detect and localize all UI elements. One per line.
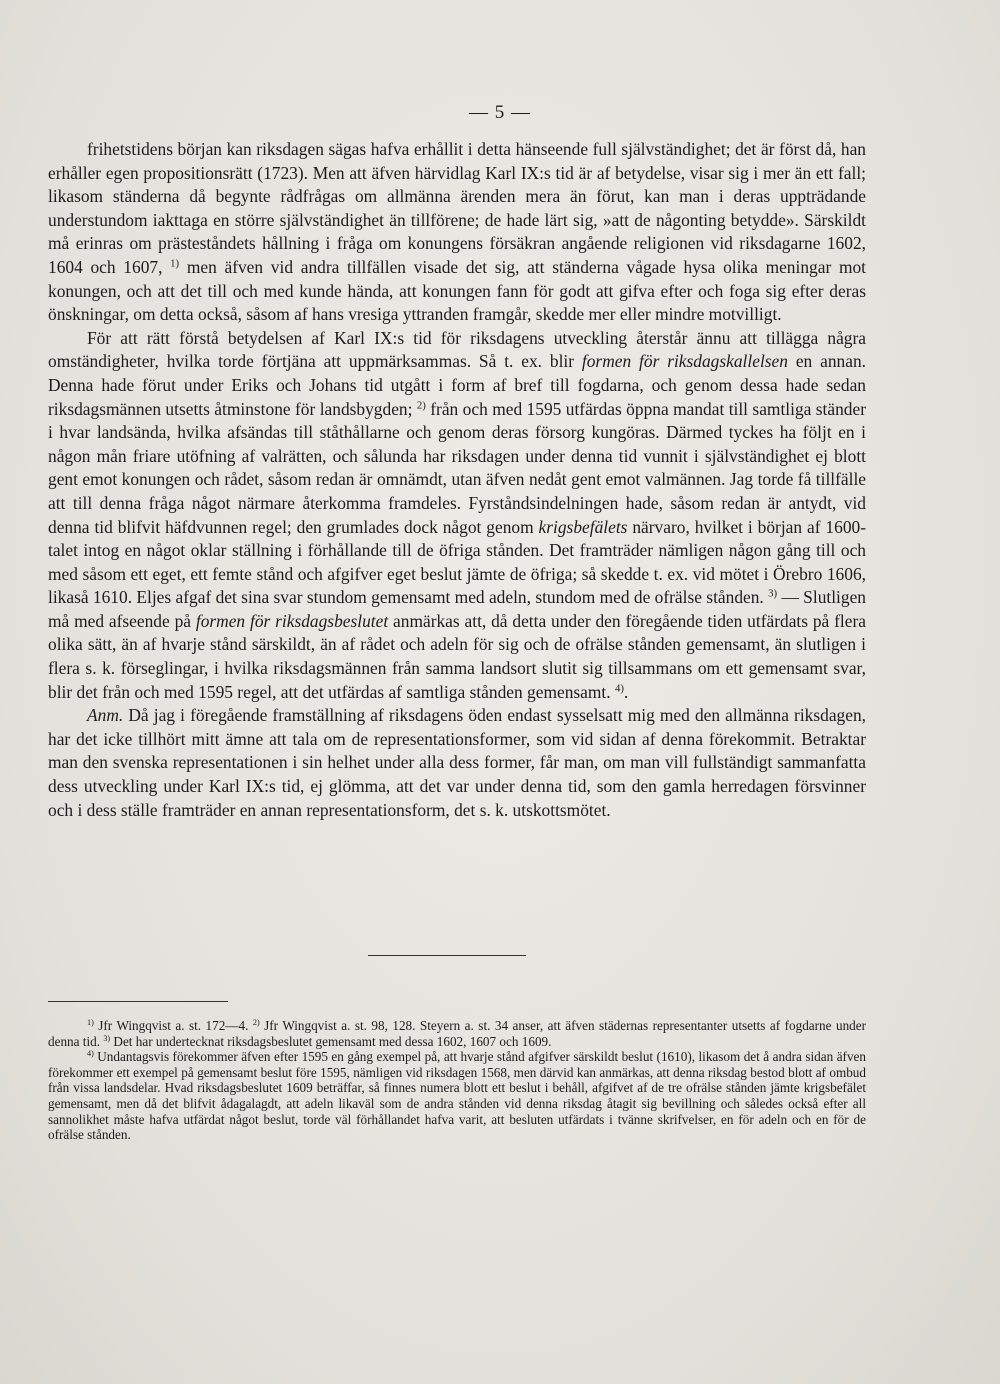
footnote: [48, 1049, 866, 1143]
italic-text: krigsbefälets: [538, 516, 628, 537]
footnote-marker: 4): [87, 1049, 94, 1059]
main-text: [48, 138, 866, 822]
footnote-marker: 1): [170, 257, 180, 270]
footnote-rule: [48, 1001, 228, 1002]
italic-text: formen för riksdagsbeslutet: [195, 610, 389, 631]
footnote-marker: 2): [416, 399, 426, 412]
text-run: närvaro, hvilket i början af 1600-talet intog en något oklar ställning i förhållande till de öfriga stånden. Det framträder nämligen någon gång till och med såsom ett eget, ett femte stånd och afgifver eget beslut jämte de öfriga; så skedde t. ex. vid mötet i Örebro 1606, likaså 1610. Eljes afgaf det sina svar stundom gemensamt med adeln, stundom med de ofrälse stånden.: [48, 516, 867, 608]
text-run: .: [623, 681, 629, 702]
footnotes: [48, 1018, 866, 1143]
section-separator: [368, 955, 526, 956]
footnote-marker: 4): [614, 682, 624, 695]
footnote-marker: 3): [103, 1033, 111, 1043]
text-run: från och med 1595 utfärdas öppna mandat till samtliga ständer i hvar landsända, hvilka afsändas till ståthållarne och genom deras försorg kungöras. Därmed tyckes ha följt en i någon mån friare utöfning af valrätten, och sålunda har riksdagen under denna tid vunnit i självständighet ej blott gent emot konungen och rådet, såsom redan är omnämdt, utan äfven nedåt gent emot valmännen. Jag torde få tillfälle att till denna fråga något närmare återkomma framdeles. Fyrståndsindelningen hade, såsom redan är antydt, vid denna tid blifvit häfdvunnen regel; den grumlades dock något genom: [48, 398, 866, 537]
page-number: — 5 —: [469, 102, 531, 123]
footnote-marker: 1): [87, 1018, 94, 1028]
text-run: Då jag i föregående framställning af riksdagens öden endast sysselsatt mig med den allmänna riksdagen, har det icke tillhört mitt ämne att tala om de representationsformer, som vid sidan af denna förekommit. Betraktar man den svenska representationen i sin helhet under alla dess former, får man, om man vill fullständigt sammanfatta dess utveckling under Karl IX:s tid, ej glömma, att det var under denna tid, som den gamla herredagen försvinner och i dess ställe framträder en annan representationsform, det s. k. utskottsmötet.: [48, 705, 866, 820]
footnote: [48, 1018, 866, 1049]
italic-text: Anm.: [87, 705, 124, 726]
footnote-marker: 3): [768, 587, 778, 600]
text-run: — Slutligen må med afseende på: [48, 587, 866, 631]
paragraph: [48, 327, 866, 705]
text-run: en annan. Denna hade förut under Eriks och Johans tid utgått i form af bref till fogdarna, och genom dessa hade sedan riksdagsmännen utsetts åtminstone för landsbygden;: [48, 351, 866, 419]
text-run: men äfven vid andra tillfällen visade det sig, att ständerna vågade hysa olika meningar mot konungen, och att det till och med kunde hända, att konungen fann för godt att gifva efter och foga sig efter deras önskningar, om detta också, såsom af hans vresiga yttranden framgår, skedde mer eller mindre motvilligt.: [48, 256, 866, 325]
text-run: Jfr Wingqvist a. st. 98, 128. Steyern a. st. 34 anser, att äfven städernas representanter utsetts af fogdarne under denna tid.: [48, 1018, 866, 1049]
footnote-marker: 2): [252, 1018, 260, 1028]
text-run: anmärkas att, då detta under den föregående tiden utfärdats på flera olika sätt, än af hvarje stånd särskildt, än af rådet och adeln för sig och de ofrälse stånden gemensamt, än slutligen i flera s. k. förseglingar, i hvilka riksdagsmännen från samma landsort slutit sig tillsammans om ett gemensamt svar, blir det från och med 1595 regel, att det utfärdas af samtliga stånden gemensamt.: [48, 610, 866, 702]
text-run: Undantagsvis förekommer äfven efter 1595 en gång exempel på, att hvarje stånd afgifver särskildt beslut (1610), likasom det å andra sidan äfven förekommer ett exempel på gemensamt beslut före 1595, nämligen vid riksdagen 1568, men därvid kan anmärkas, att denna riksdag bestod blott af ombud från vissa landsdelar. Hvad riksdagsbeslutet 1609 beträffar, så finnes numera blott ett beslut i behåll, afgifvet af de tre ofrälse stånden jämte krigsbefälet gemensamt, men då det blifvit ådagalagdt, att adeln likaväl som de andra stånden vid denna riksdag åtagit sig bevillning och således också efter all sannolikhet måste hafva utfärdat något beslut, torde väl förhållandet hafva varit, att besluten utfärdats i tvänne skrifvelser, en för adeln och en för de ofrälse stånden.: [48, 1049, 866, 1143]
paragraph: [48, 138, 866, 327]
italic-text: formen för riksdagskallelsen: [581, 351, 788, 372]
text-run: frihetstidens början kan riksdagen sägas hafva erhållit i detta hänseende full självständighet; det är först då, han erhåller egen propositionsrätt (1723). Men att äfven härvidlag Karl IX:s tid är af betydelse, visar sig i mer än ett fall; likasom ständerna då begynte rådfrågas om allmänna ärenden mera än förut, kan man i deras uppträdande understundom iakttaga en större självständighet än tillförene; de hade lärt sig, »att de någonting betydde». Särskildt må erinras om prästeståndets hållning i fråga om konungens försäkran angående religionen vid riksdagarne 1602, 1604 och 1607,: [48, 139, 866, 277]
text-run: För att rätt förstå betydelsen af Karl IX:s tid för riksdagens utveckling återstår ännu att tillägga några omständigheter, hvilka torde förtjäna att uppmärksammas. Så t. ex. blir: [48, 327, 866, 372]
paragraph: [48, 704, 866, 822]
text-run: Jfr Wingqvist a. st. 172—4.: [93, 1018, 253, 1033]
text-run: Det har undertecknat riksdagsbeslutet gemensamt med dessa 1602, 1607 och 1609.: [110, 1033, 552, 1049]
